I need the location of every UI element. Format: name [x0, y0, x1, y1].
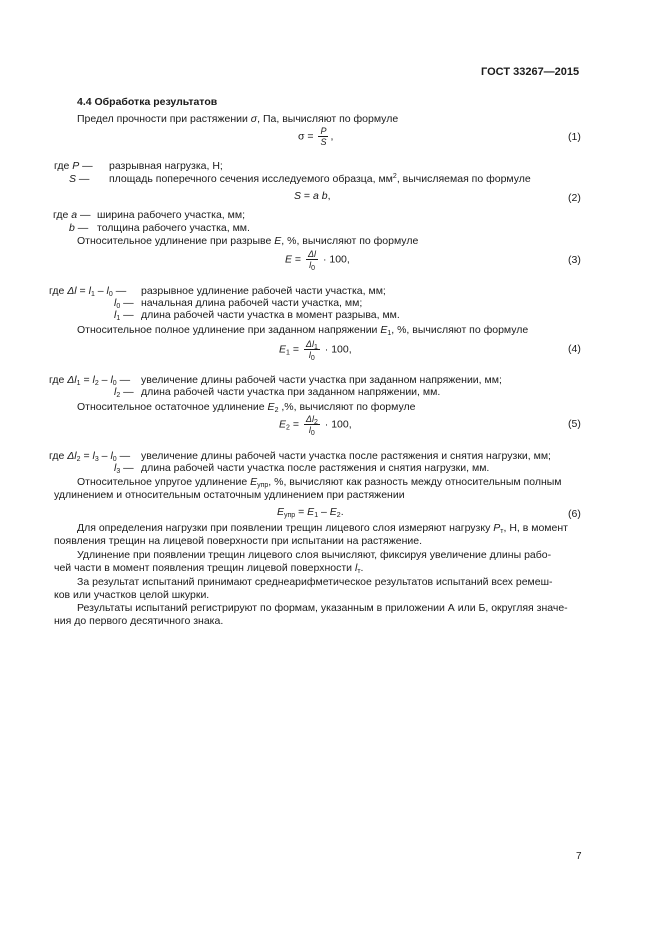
fraction: $\frac{\Delta l_1}{l_0}$: [305, 339, 318, 362]
paragraph-elastic-elongation: Относительное упругое удлинение $E_{упр}$, %, вычисляют как разность между относительным полным: [77, 476, 562, 489]
formula-4: $E_1$ = $\frac{\Delta l_1}{l_0}$ · 100,: [279, 339, 352, 362]
where-delta-l2: где $\Delta l_2 = l_3 - l_0$ — увеличение длины рабочей части участка после растяжения и снятия нагрузки, мм;: [49, 450, 551, 463]
paragraph-crack-elongation-line2: чей части в момент появления трещин лицевой поверхности $l_т$.: [54, 562, 364, 575]
where-a: где a — ширина рабочего участка, мм;: [53, 209, 245, 221]
paragraph-total-elongation: Относительное полное удлинение при заданном напряжении $E_1$, %, вычисляют по формуле: [77, 324, 529, 337]
formula-number: (4): [568, 343, 581, 355]
paragraph-tensile-strength: Предел прочности при растяжении σ, Па, вычисляют по формуле: [77, 113, 399, 125]
where-s: S — площадь поперечного сечения исследуемого образца, $мм^2$, вычисляемая по формуле: [69, 173, 531, 185]
formula-number: (5): [568, 418, 581, 430]
paragraph-crack-load: Для определения нагрузки при появлении трещин лицевого слоя измеряют нагрузку $P_т$, Н, в момент: [77, 522, 568, 535]
formula-5: $E_2$ = $\frac{\Delta l_2}{l_0}$ · 100,: [279, 414, 352, 437]
where-delta-l1: где $\Delta l_1 = l_2 - l_0$ — увеличение длины рабочей части участка при заданном напряжении, мм;: [49, 374, 502, 387]
where-l3: $l_3$ — длина рабочей части участка после растяжения и снятия нагрузки, мм.: [114, 462, 490, 475]
paragraph-elastic-elongation-line2: удлинением и относительным остаточным удлинением при растяжении: [54, 489, 405, 501]
fraction: $\frac{P}{S}$: [320, 126, 327, 147]
page-number: 7: [576, 851, 582, 862]
paragraph-result-registration: Результаты испытаний регистрируют по формам, указанным в приложении А или Б, округляя значе-: [77, 602, 568, 614]
fraction: $\frac{\Delta l_2}{l_0}$: [305, 414, 318, 437]
formula-number: (6): [568, 508, 581, 520]
where-p: где P — разрывная нагрузка, Н;: [54, 160, 223, 172]
paragraph-crack-elongation: Удлинение при появлении трещин лицевого слоя вычисляют, фиксируя увеличение длины рабо-: [77, 549, 552, 561]
paragraph-crack-load-line2: появления трещин на лицевой поверхности при испытании на растяжение.: [54, 535, 423, 547]
formula-number: (3): [568, 254, 581, 266]
paragraph-result-average: За результат испытаний принимают среднеарифметическое результатов испытаний всех ремеш-: [77, 576, 553, 588]
paragraph-residual-elongation: Относительное остаточное удлинение $E_2$ ,%, вычисляют по формуле: [77, 401, 416, 414]
formula-number: (1): [568, 131, 581, 143]
formula-1: σ = $\frac{P}{S}$ ,: [298, 126, 334, 147]
section-title: 4.4 Обработка результатов: [77, 96, 218, 108]
standard-number: ГОСТ 33267—2015: [481, 66, 580, 78]
where-l2: $l_2$ — длина рабочей части участка при заданном напряжении, мм.: [114, 386, 441, 399]
formula-number: (2): [568, 192, 581, 204]
paragraph-elongation-at-break: Относительное удлинение при разрыве E, %, вычисляют по формуле: [77, 235, 419, 247]
where-b: b — толщина рабочего участка, мм.: [69, 222, 250, 234]
paragraph-result-average-line2: ков или участков целой шкурки.: [54, 589, 210, 601]
formula-2: S = a b,: [294, 190, 331, 202]
paragraph-result-registration-line2: ния до первого десятичного знака.: [54, 615, 224, 627]
where-l0: $l_0$ — начальная длина рабочей части участка, мм;: [114, 297, 363, 310]
where-l1: $l_1$ — длина рабочей части участка в момент разрыва, мм.: [114, 309, 400, 322]
where-delta-l: где $\Delta l = l_1 - l_0$ — разрывное удлинение рабочей части участка, мм;: [49, 285, 386, 298]
formula-6: $E_{упр} = E_1 - E_2$.: [277, 506, 344, 519]
formula-3: E = $\frac{\Delta l}{l_0}$ · 100,: [285, 249, 350, 272]
fraction: $\frac{\Delta l}{l_0}$: [308, 249, 317, 272]
